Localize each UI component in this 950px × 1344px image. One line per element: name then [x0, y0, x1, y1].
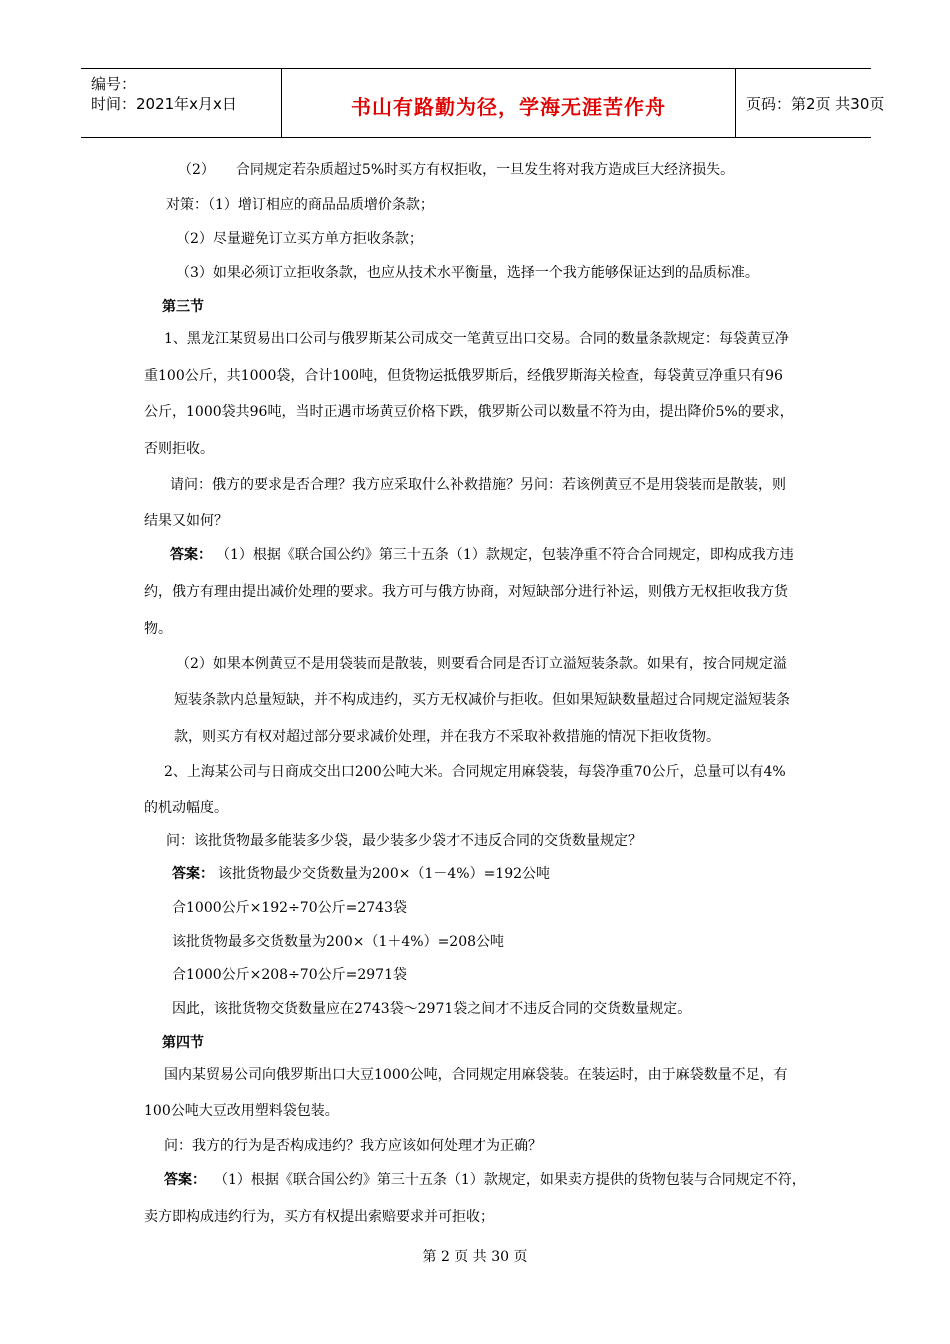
- page-footer: 第 2 页 共 30 页: [422, 1249, 528, 1265]
- answer-label: 答案：: [170, 547, 212, 563]
- text-line: 国内某贸易公司向俄罗斯出口大豆1000公吨，合同规定用麻袋装。在装运时，由于麻袋数量不足，有: [164, 1067, 788, 1083]
- text-line: 短装条款内总量短缺，并不构成违约，买方无权减价与拒收。但如果短缺数量超过合同规定溢短装条: [174, 692, 790, 708]
- header-motto-cell: [282, 69, 736, 137]
- text-line: （2）尽量避免订立买方单方拒收条款；: [176, 231, 423, 247]
- text-line: 2、上海某公司与日商成交出口200公吨大米。合同规定用麻袋装，每袋净重70公斤，总量可以有4%: [164, 764, 786, 780]
- doc-time-label: 时间：2021年x月x日: [91, 95, 237, 113]
- text-line: （2） 合同规定若杂质超过5%时买方有权拒收，一旦发生将对我方造成巨大经济损失。: [178, 162, 735, 178]
- text-line: 合1000公斤×192÷70公斤=2743袋: [172, 900, 407, 916]
- header-motto: 书山有路勤为径，学海无涯苦作舟: [351, 95, 666, 119]
- text-line: 100公吨大豆改用塑料袋包装。: [144, 1103, 339, 1119]
- text-line: 问：该批货物最多能装多少袋，最少装多少袋才不违反合同的交货数量规定？: [166, 833, 642, 849]
- text-line: 约，俄方有理由提出减价处理的要求。我方可与俄方协商，对短缺部分进行补运，则俄方无权拒收我方货: [144, 584, 788, 600]
- text-line: （3）如果必须订立拒收条款，也应从技术水平衡量，选择一个我方能够保证达到的品质标准。: [176, 265, 759, 281]
- text-line: 因此，该批货物交货数量应在2743袋～2971袋之间才不违反合同的交货数量规定。: [172, 1001, 692, 1017]
- text-line: 该批货物最少交货数量为200×（1－4%）=192公吨: [218, 866, 551, 882]
- header-meta-cell: [81, 69, 282, 137]
- answer-label: 答案：: [172, 866, 214, 882]
- text-line: （1）根据《联合国公约》第三十五条（1）款规定，如果卖方提供的货物包装与合同规定不符，: [214, 1172, 806, 1188]
- text-line: （2）如果本例黄豆不是用袋装而是散装，则要看合同是否订立溢短装条款。如果有，按合同规定溢: [176, 656, 787, 672]
- text-line: 否则拒收。: [144, 441, 214, 457]
- section-heading: 第四节: [162, 1035, 204, 1051]
- doc-number-label: 编号：: [91, 75, 137, 93]
- header-page-label: 页码：第2页 共30页: [746, 95, 885, 113]
- text-line: 1、黑龙江某贸易出口公司与俄罗斯某公司成交一笔黄豆出口交易。合同的数量条款规定：每袋黄豆净: [164, 331, 789, 347]
- text-line: 款，则买方有权对超过部分要求减价处理，并在我方不采取补救措施的情况下拒收货物。: [174, 729, 720, 745]
- text-line: 重100公斤，共1000袋，合计100吨，但货物运抵俄罗斯后，经俄罗斯海关检查，每袋黄豆净重只有96: [144, 368, 783, 384]
- text-line: （1）根据《联合国公约》第三十五条（1）款规定，包装净重不符合合同规定，即构成我方违: [216, 547, 794, 563]
- text-line: 公斤，1000袋共96吨，当时正遇市场黄豆价格下跌，俄罗斯公司以数量不符为由，提出降价5%的要求，: [144, 404, 794, 420]
- text-line: 对策：（1）增订相应的商品品质增价条款；: [166, 197, 434, 213]
- page-header: [81, 68, 885, 138]
- text-line: 问：我方的行为是否构成违约？我方应该如何处理才为正确？: [164, 1138, 542, 1154]
- text-line: 卖方即构成违约行为，买方有权提出索赔要求并可拒收；: [144, 1209, 494, 1225]
- text-line: 请问：俄方的要求是否合理？我方应采取什么补救措施？另问：若该例黄豆不是用袋装而是散装，则: [170, 477, 786, 493]
- text-line: 合1000公斤×208÷70公斤=2971袋: [172, 967, 407, 983]
- text-line: 的机动幅度。: [144, 800, 228, 816]
- text-line: 该批货物最多交货数量为200×（1＋4%）=208公吨: [172, 934, 505, 950]
- header-page-cell: [736, 69, 885, 137]
- text-line: 物。: [144, 621, 172, 637]
- text-line: 结果又如何？: [144, 513, 228, 529]
- section-heading: 第三节: [162, 299, 204, 315]
- answer-label: 答案：: [164, 1172, 206, 1188]
